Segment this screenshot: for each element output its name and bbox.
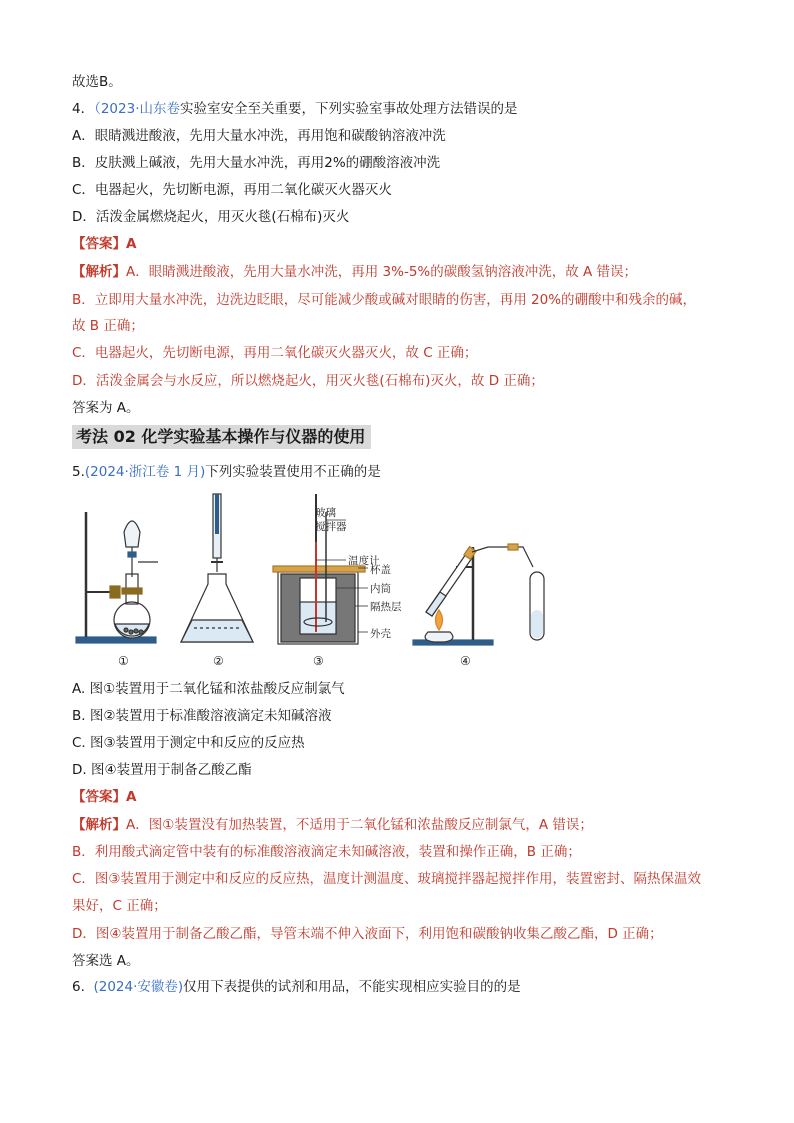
option-a: A. 图①装置用于二氧化锰和浓盐酸反应制氯气 — [72, 681, 345, 697]
option-c: C．电器起火，先切断电源，再用二氧化碳灭火器灭火 — [72, 182, 392, 198]
explanation-line: B．利用酸式滴定管中装有的标准酸溶液滴定未知碱溶液，装置和操作正确，B 正确； — [72, 844, 581, 860]
text-line: 故选B。 — [72, 74, 122, 90]
explanation-line — [72, 815, 593, 835]
label-insulation: 隔热层 — [370, 601, 402, 613]
question-text: 下列实验装置使用不正确的是 — [205, 464, 381, 480]
question-source: （2023·山东卷 — [94, 101, 180, 117]
explanation-text: A．眼睛溅进酸液，先用大量水冲洗，再用 3%-5%的碳酸氢钠溶液冲洗，故 A 错误； — [126, 264, 638, 280]
apparatus-4-ester — [413, 544, 544, 645]
option-b: B．皮肤溅上碱液，先用大量水冲洗，再用2%的硼酸溶液冲洗 — [72, 155, 441, 171]
question-text: 仅用下表提供的试剂和用品，不能实现相应实验目的的是 — [183, 979, 521, 995]
apparatus-2-burette — [181, 494, 253, 642]
question-text: 实验室安全至关重要，下列实验室事故处理方法错误的是 — [180, 101, 518, 117]
question-number: 4． — [72, 101, 95, 117]
figure-number-3: ③ — [313, 654, 324, 668]
question-6-stem — [72, 977, 521, 997]
label-inner: 内筒 — [370, 583, 391, 595]
final-answer: 答案选 A。 — [72, 953, 140, 969]
question-source: (2024·浙江卷 1 月) — [84, 464, 206, 480]
answer-label: 【答案】A — [72, 789, 137, 805]
figure-number-2: ② — [213, 654, 224, 668]
question-number: 5. — [72, 464, 85, 480]
explanation-tag: 【解析】 — [72, 817, 126, 833]
explanation-line: C．电器起火，先切断电源，再用二氧化碳灭火器灭火，故 C 正确； — [72, 345, 478, 361]
option-d: D．活泼金属燃烧起火，用灭火毯(石棉布)灭火 — [72, 209, 350, 225]
explanation-line: C．图③装置用于测定中和反应的反应热，温度计测温度、玻璃搅拌器起搅拌作用，装置密封、隔热保温效 — [72, 871, 702, 887]
figure-number-1: ① — [118, 654, 129, 668]
label-shell: 外壳 — [370, 628, 391, 640]
question-5-stem — [72, 462, 381, 482]
explanation-text: A．图①装置没有加热装置，不适用于二氧化锰和浓盐酸反应制氯气，A 错误； — [126, 817, 593, 833]
apparatus-1-flask — [76, 512, 158, 643]
answer-label: 【答案】A — [72, 236, 137, 252]
explanation-line: 故 B 正确； — [72, 318, 144, 334]
explanation-line: D．图④装置用于制备乙酸乙酯，导管末端不伸入液面下，利用饱和碳酸钠收集乙酸乙酯，D 正确； — [72, 926, 663, 942]
question-number: 6. — [72, 979, 85, 995]
option-d: D. 图④装置用于制备乙酸乙酯 — [72, 762, 252, 778]
label-lid: 杯盖 — [370, 564, 391, 576]
option-c: C. 图③装置用于测定中和反应的反应热 — [72, 735, 305, 751]
explanation-tag: 【解析】 — [72, 264, 126, 280]
explanation-line: D．活泼金属会与水反应，所以燃烧起火，用灭火毯(石棉布)灭火，故 D 正确； — [72, 373, 544, 389]
figure-number-4: ④ — [460, 654, 471, 668]
option-b: B. 图②装置用于标准酸溶液滴定未知碱溶液 — [72, 708, 332, 724]
explanation-line: 果好，C 正确； — [72, 898, 167, 914]
explanation-line — [72, 262, 637, 282]
final-answer: 答案为 A。 — [72, 400, 140, 416]
explanation-line: B．立即用大量水冲洗，边洗边眨眼，尽可能减少酸或碱对眼睛的伤害，再用 20%的硼酸中和残余的碱， — [72, 292, 697, 308]
label-thermometer: 温度计 — [348, 555, 380, 567]
label-stirrer: 搅拌器 — [315, 521, 347, 533]
section-heading: 考法 02 化学实验基本操作与仪器的使用 — [72, 425, 371, 449]
option-a: A．眼睛溅进酸液，先用大量水冲洗，再用饱和碳酸钠溶液冲洗 — [72, 128, 446, 144]
question-source: (2024·安徽卷) — [93, 979, 184, 995]
question-4-stem — [72, 99, 518, 119]
label-glass: 玻璃 — [315, 507, 336, 519]
